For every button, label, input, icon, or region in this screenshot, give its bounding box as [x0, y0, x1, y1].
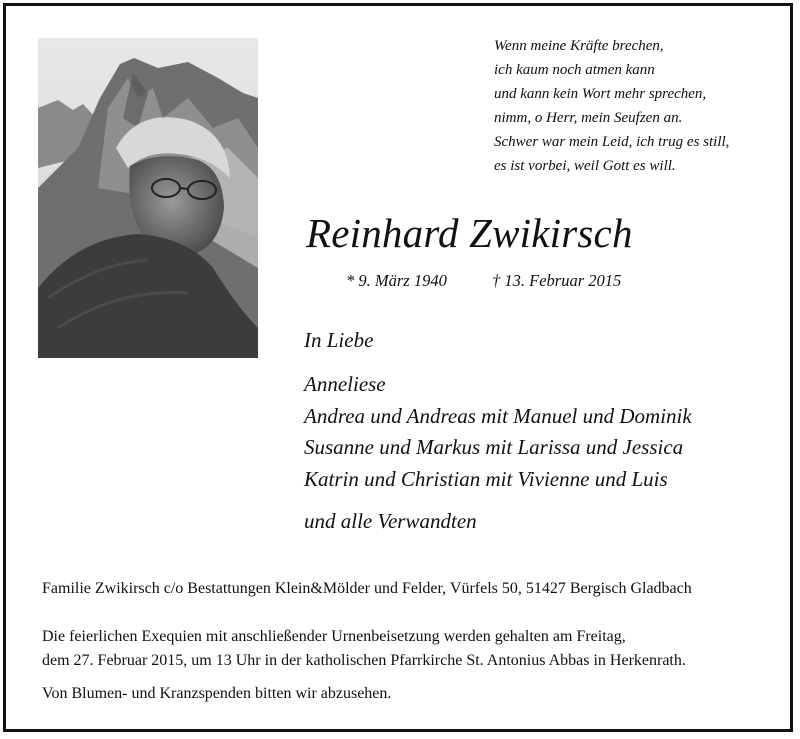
poem-line: nimm, o Herr, mein Seufzen an. [494, 110, 683, 126]
poem-line: Schwer war mein Leid, ich trug es still, [494, 134, 730, 150]
poem-line: Wenn meine Kräfte brechen, [494, 38, 664, 54]
poem-line: es ist vorbei, weil Gott es will. [494, 158, 676, 174]
memorial-poem [494, 34, 729, 178]
family-address: Familie Zwikirsch c/o Bestattungen Klein&Mölder und Felder, Vürfels 50, 51427 Bergisch Gladbach [42, 580, 692, 597]
mourner-line: Katrin und Christian mit Vivienne und Luis [304, 466, 668, 491]
deceased-name: Reinhard Zwikirsch [306, 210, 633, 256]
service-line: Die feierlichen Exequien mit anschließender Urnenbeisetzung werden gehalten am Freitag, [42, 628, 626, 645]
mourner-line: Susanne und Markus mit Larissa und Jessica [304, 435, 684, 459]
death-date: † 13. Februar 2015 [492, 271, 622, 290]
flowers-note: Von Blumen- und Kranzspenden bitten wir abzusehen. [42, 685, 392, 702]
mourners-intro: In Liebe [304, 328, 374, 352]
poem-line: und kann kein Wort mehr sprechen, [494, 86, 707, 102]
mourners-list [304, 369, 692, 495]
service-announcement [42, 625, 686, 673]
birth-date: * 9. März 1940 [346, 271, 447, 290]
portrait-photo-image [38, 38, 258, 358]
portrait-photo [38, 38, 258, 358]
poem-line: ich kaum noch atmen kann [494, 62, 655, 78]
relatives-line: und alle Verwandten [304, 509, 477, 533]
mourner-line: Andrea und Andreas mit Manuel und Dominik [304, 403, 692, 428]
service-line: dem 27. Februar 2015, um 13 Uhr in der katholischen Pfarrkirche St. Antonius Abbas in Herkenrath. [42, 652, 686, 669]
mourner-line: Anneliese [304, 372, 386, 396]
